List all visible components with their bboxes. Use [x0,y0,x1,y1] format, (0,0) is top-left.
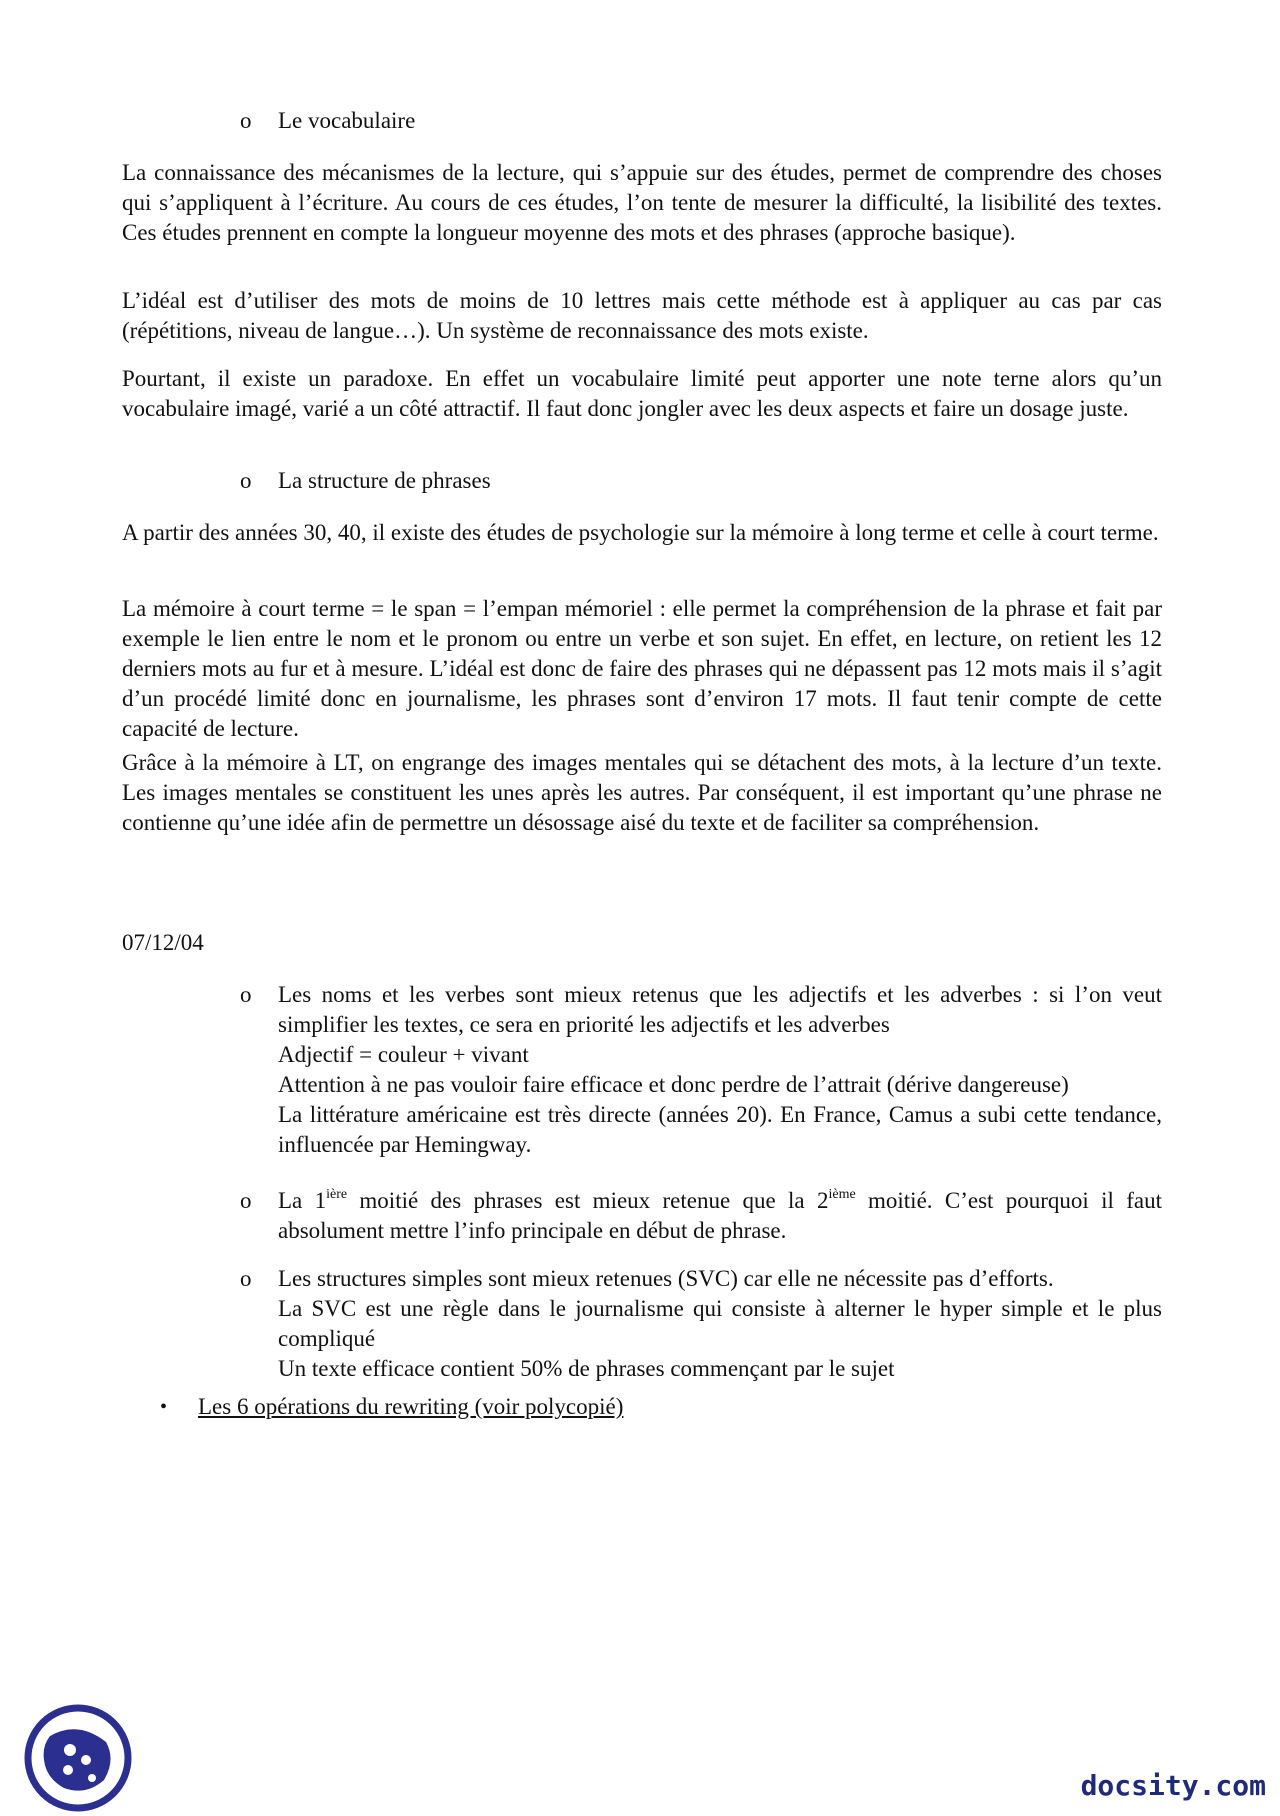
list-item-line: Adjectif = couleur + vivant [278,1042,529,1067]
text-part: moitié. C’est pourquoi il faut absolument mettre l’info principale en début de phrase. [278,1188,1162,1243]
list-item-line: Attention à ne pas vouloir faire efficace et donc perdre de l’attrait (dérive dangereuse) [278,1072,1069,1097]
list-marker: o [240,468,252,493]
list-marker: o [240,1188,252,1213]
paragraph-4: A partir des années 30, 40, il existe des études de psychologie sur la mémoire à long terme et celle à court terme. [122,520,1159,545]
list-item-line: Les noms et les verbes sont mieux retenus que les adjectifs et les adverbes : si l’on veut simplifier les textes, ce sera en priorité les adjectifs et les adverbes [278,982,1162,1037]
paragraph-6: Grâce à la mémoire à LT, on engrange des images mentales qui se détachent des mots, à la lecture d’un texte. Les images mentales se constituent les unes après les autres. Par conséquent, il est important qu’une phrase ne contienne qu’une idée afin de permettre un désossage aisé du texte et de faciliter sa compréhension. [122,750,1162,835]
date: 07/12/04 [122,930,204,955]
docsity-brand[interactable]: docsity.com [1080,1769,1266,1802]
paragraph-2: L’idéal est d’utiliser des mots de moins de 10 lettres mais cette méthode est à appliquer au cas par cas (répétitions, niveau de langue…). Un système de reconnaissance des mots existe. [122,288,1162,343]
heading-text: La structure de phrases [278,468,491,493]
text-part: La 1 [278,1188,327,1213]
list-marker: o [240,108,252,133]
paragraph-3: Pourtant, il existe un paradoxe. En effet un vocabulaire limité peut apporter une note terne alors qu’un vocabulaire imagé, varié a un côté attractif. Il faut donc jongler avec les deux aspects et faire un dosage juste. [122,366,1162,421]
list-marker: o [240,1266,252,1291]
paragraph-5: La mémoire à court terme = le span = l’empan mémoriel : elle permet la compréhension de la phrase et fait par exemple le lien entre le nom et le pronom ou entre un verbe et son sujet. En effet, en lecture, on retient les 12 derniers mots au fur et à mesure. L’idéal est donc de faire des phrases qui ne dépassent pas 12 mots mais il s’agit d’un procédé limité donc en journalisme, les phrases sont d’environ 17 mots. Il faut tenir compte de cette capacité de lecture. [122,596,1162,741]
bullet-marker: • [160,1396,168,1418]
list-item-line: La littérature américaine est très directe (années 20). En France, Camus a subi cette tendance, influencée par Hemingway. [278,1102,1162,1157]
list-item-text [278,1264,1162,1384]
list-item-text [278,1186,1162,1246]
list-item-line: Les structures simples sont mieux retenues (SVC) car elle ne nécessite pas d’efforts. [278,1266,1054,1291]
superscript: ième [828,1187,856,1202]
list-item-line: La SVC est une règle dans le journalisme qui consiste à alterner le hyper simple et le plus compliqué [278,1296,1162,1351]
bullet-text: Les 6 opérations du rewriting (voir polycopié) [198,1394,624,1419]
docsity-logo-icon [20,1700,136,1816]
superscript: ière [326,1187,348,1202]
heading-text: Le vocabulaire [278,108,416,133]
list-item-line: Un texte efficace contient 50% de phrases commençant par le sujet [278,1356,895,1381]
list-marker: o [240,982,252,1007]
text-part: moitié des phrases est mieux retenue que la 2 [347,1188,829,1213]
list-item-text [278,980,1162,1160]
paragraph-1: La connaissance des mécanismes de la lecture, qui s’appuie sur des études, permet de comprendre des choses qui s’appliquent à l’écriture. Au cours de ces études, l’on tente de mesurer la difficulté, la lisibilité des textes. Ces études prennent en compte la longueur moyenne des mots et des phrases (approche basique). [122,160,1162,245]
